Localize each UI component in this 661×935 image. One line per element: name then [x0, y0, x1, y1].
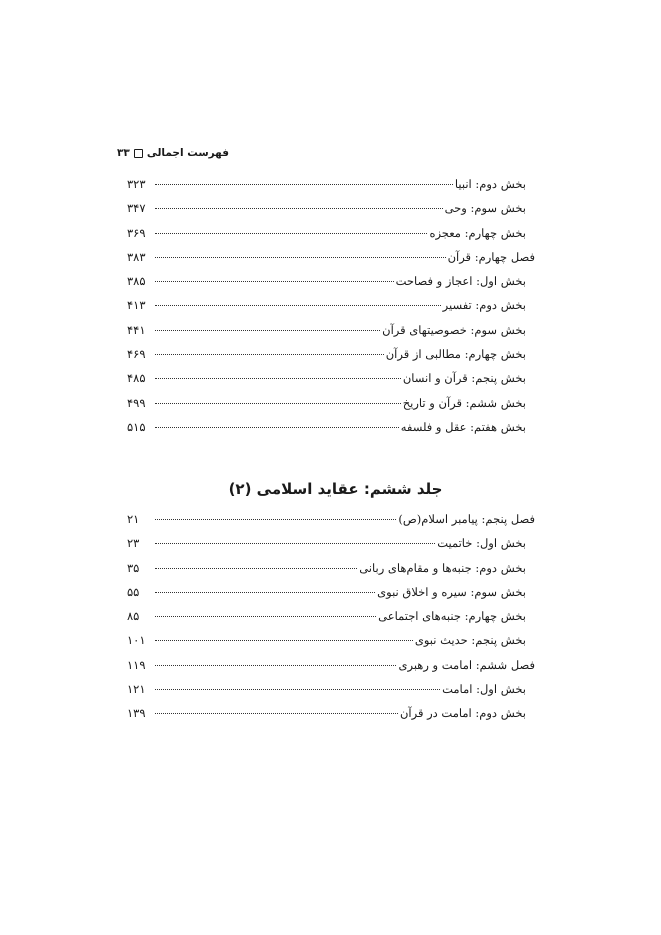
toc-entry-page: ۴۱۳	[127, 298, 146, 313]
toc-entry-page: ۱۲۱	[127, 682, 146, 697]
toc-entry-page: ۵۱۵	[127, 419, 146, 434]
toc-entry-page: ۱۱۹	[127, 657, 146, 672]
toc-entry-section	[127, 323, 535, 347]
dot-leader	[155, 665, 396, 666]
toc-entry-title: بخش چهارم: جنبه‌های اجتماعی	[378, 609, 526, 624]
toc-entry-title: بخش اول: اعجاز و فصاحت	[395, 274, 526, 289]
toc-entry-section	[127, 609, 535, 633]
toc-list-part-1	[127, 177, 535, 444]
toc-entry-page: ۳۸۳	[127, 249, 146, 264]
dot-leader	[155, 543, 435, 544]
toc-entry-section	[127, 682, 535, 706]
toc-entry-page: ۲۱	[127, 512, 140, 526]
toc-entry-title: فصل پنجم: پیامبر اسلام(ص)	[398, 512, 535, 526]
dot-leader	[155, 568, 357, 569]
toc-entry-section	[127, 274, 535, 298]
toc-entry-title: فصل چهارم: قرآن	[447, 249, 535, 264]
square-bullet-icon	[134, 149, 143, 158]
dot-leader	[155, 208, 443, 209]
toc-entry-title: بخش ششم: قرآن و تاریخ	[402, 395, 526, 410]
toc-entry-chapter	[127, 512, 535, 536]
toc-entry-page: ۱۰۱	[127, 633, 146, 648]
toc-entry-section	[127, 585, 535, 609]
toc-entry-section	[127, 201, 535, 225]
toc-entry-title: بخش اول: خاتمیت	[437, 536, 526, 551]
toc-entry-page: ۴۹۹	[127, 395, 146, 410]
toc-entry-page: ۴۶۹	[127, 347, 146, 362]
toc-entry-page: ۱۳۹	[127, 706, 146, 721]
toc-entry-section	[127, 371, 535, 395]
dot-leader	[155, 378, 401, 379]
dot-leader	[155, 616, 376, 617]
running-head-page-number: ۳۳	[117, 147, 130, 159]
toc-entry-section	[127, 536, 535, 560]
toc-entry-title: بخش سوم: خصوصیتهای قرآن	[382, 322, 526, 337]
dot-leader	[155, 233, 427, 234]
toc-entry-title: بخش دوم: انبیا	[454, 177, 526, 191]
dot-leader	[155, 713, 398, 714]
dot-leader	[155, 427, 399, 428]
toc-entry-title: بخش اول: امامت	[442, 682, 526, 697]
toc-entry-section	[127, 633, 535, 657]
toc-entry-page: ۴۴۱	[127, 322, 146, 337]
toc-entry-page: ۵۵	[127, 584, 140, 599]
dot-leader	[155, 519, 396, 520]
toc-entry-title: بخش دوم: جنبه‌ها و مقام‌های ربانی	[359, 560, 526, 575]
toc-entry-page: ۳۵	[127, 560, 140, 575]
toc-entry-section	[127, 706, 535, 730]
toc-entry-page: ۳۸۵	[127, 274, 146, 289]
toc-entry-section	[127, 347, 535, 371]
toc-entry-section	[127, 396, 535, 420]
toc-entry-page: ۳۶۹	[127, 225, 146, 240]
toc-entry-page: ۳۲۳	[127, 177, 146, 191]
dot-leader	[155, 403, 401, 404]
toc-entry-section	[127, 561, 535, 585]
toc-entry-page: ۸۵	[127, 609, 140, 624]
dot-leader	[155, 305, 441, 306]
dot-leader	[155, 689, 440, 690]
toc-entry-title: بخش دوم: امامت در قرآن	[399, 706, 526, 721]
running-head	[109, 147, 229, 159]
toc-entry-title: بخش هفتم: عقل و فلسفه	[400, 419, 526, 434]
toc-entry-section	[127, 420, 535, 444]
toc-entry-section	[127, 298, 535, 322]
running-head-title: فهرست اجمالی	[146, 147, 229, 159]
toc-list-part-2	[127, 512, 535, 731]
toc-entry-section	[127, 177, 535, 201]
toc-entry-page: ۴۸۵	[127, 371, 146, 386]
toc-entry-chapter	[127, 250, 535, 274]
toc-entry-title: بخش پنجم: حدیث نبوی	[414, 633, 526, 648]
toc-entry-title: بخش سوم: سیره و اخلاق نبوی	[377, 584, 526, 599]
toc-entry-title: بخش سوم: وحی	[444, 201, 526, 216]
toc-entry-title: بخش دوم: تفسیر	[442, 298, 526, 313]
dot-leader	[155, 592, 375, 593]
toc-entry-section	[127, 226, 535, 250]
toc-entry-title: بخش چهارم: مطالبی از قرآن	[385, 347, 526, 362]
dot-leader	[155, 354, 384, 355]
toc-entry-title: فصل ششم: امامت و رهبری	[398, 657, 535, 672]
dot-leader	[155, 281, 394, 282]
toc-entry-chapter	[127, 658, 535, 682]
dot-leader	[155, 640, 413, 641]
volume-heading: جلد ششم: عقاید اسلامی (۲)	[228, 480, 443, 498]
toc-entry-title: بخش پنجم: قرآن و انسان	[402, 371, 526, 386]
dot-leader	[155, 184, 453, 185]
toc-entry-title: بخش چهارم: معجزه	[429, 225, 526, 240]
toc-entry-page: ۳۴۷	[127, 201, 146, 216]
dot-leader	[155, 257, 446, 258]
dot-leader	[155, 330, 380, 331]
toc-entry-page: ۲۳	[127, 536, 140, 551]
